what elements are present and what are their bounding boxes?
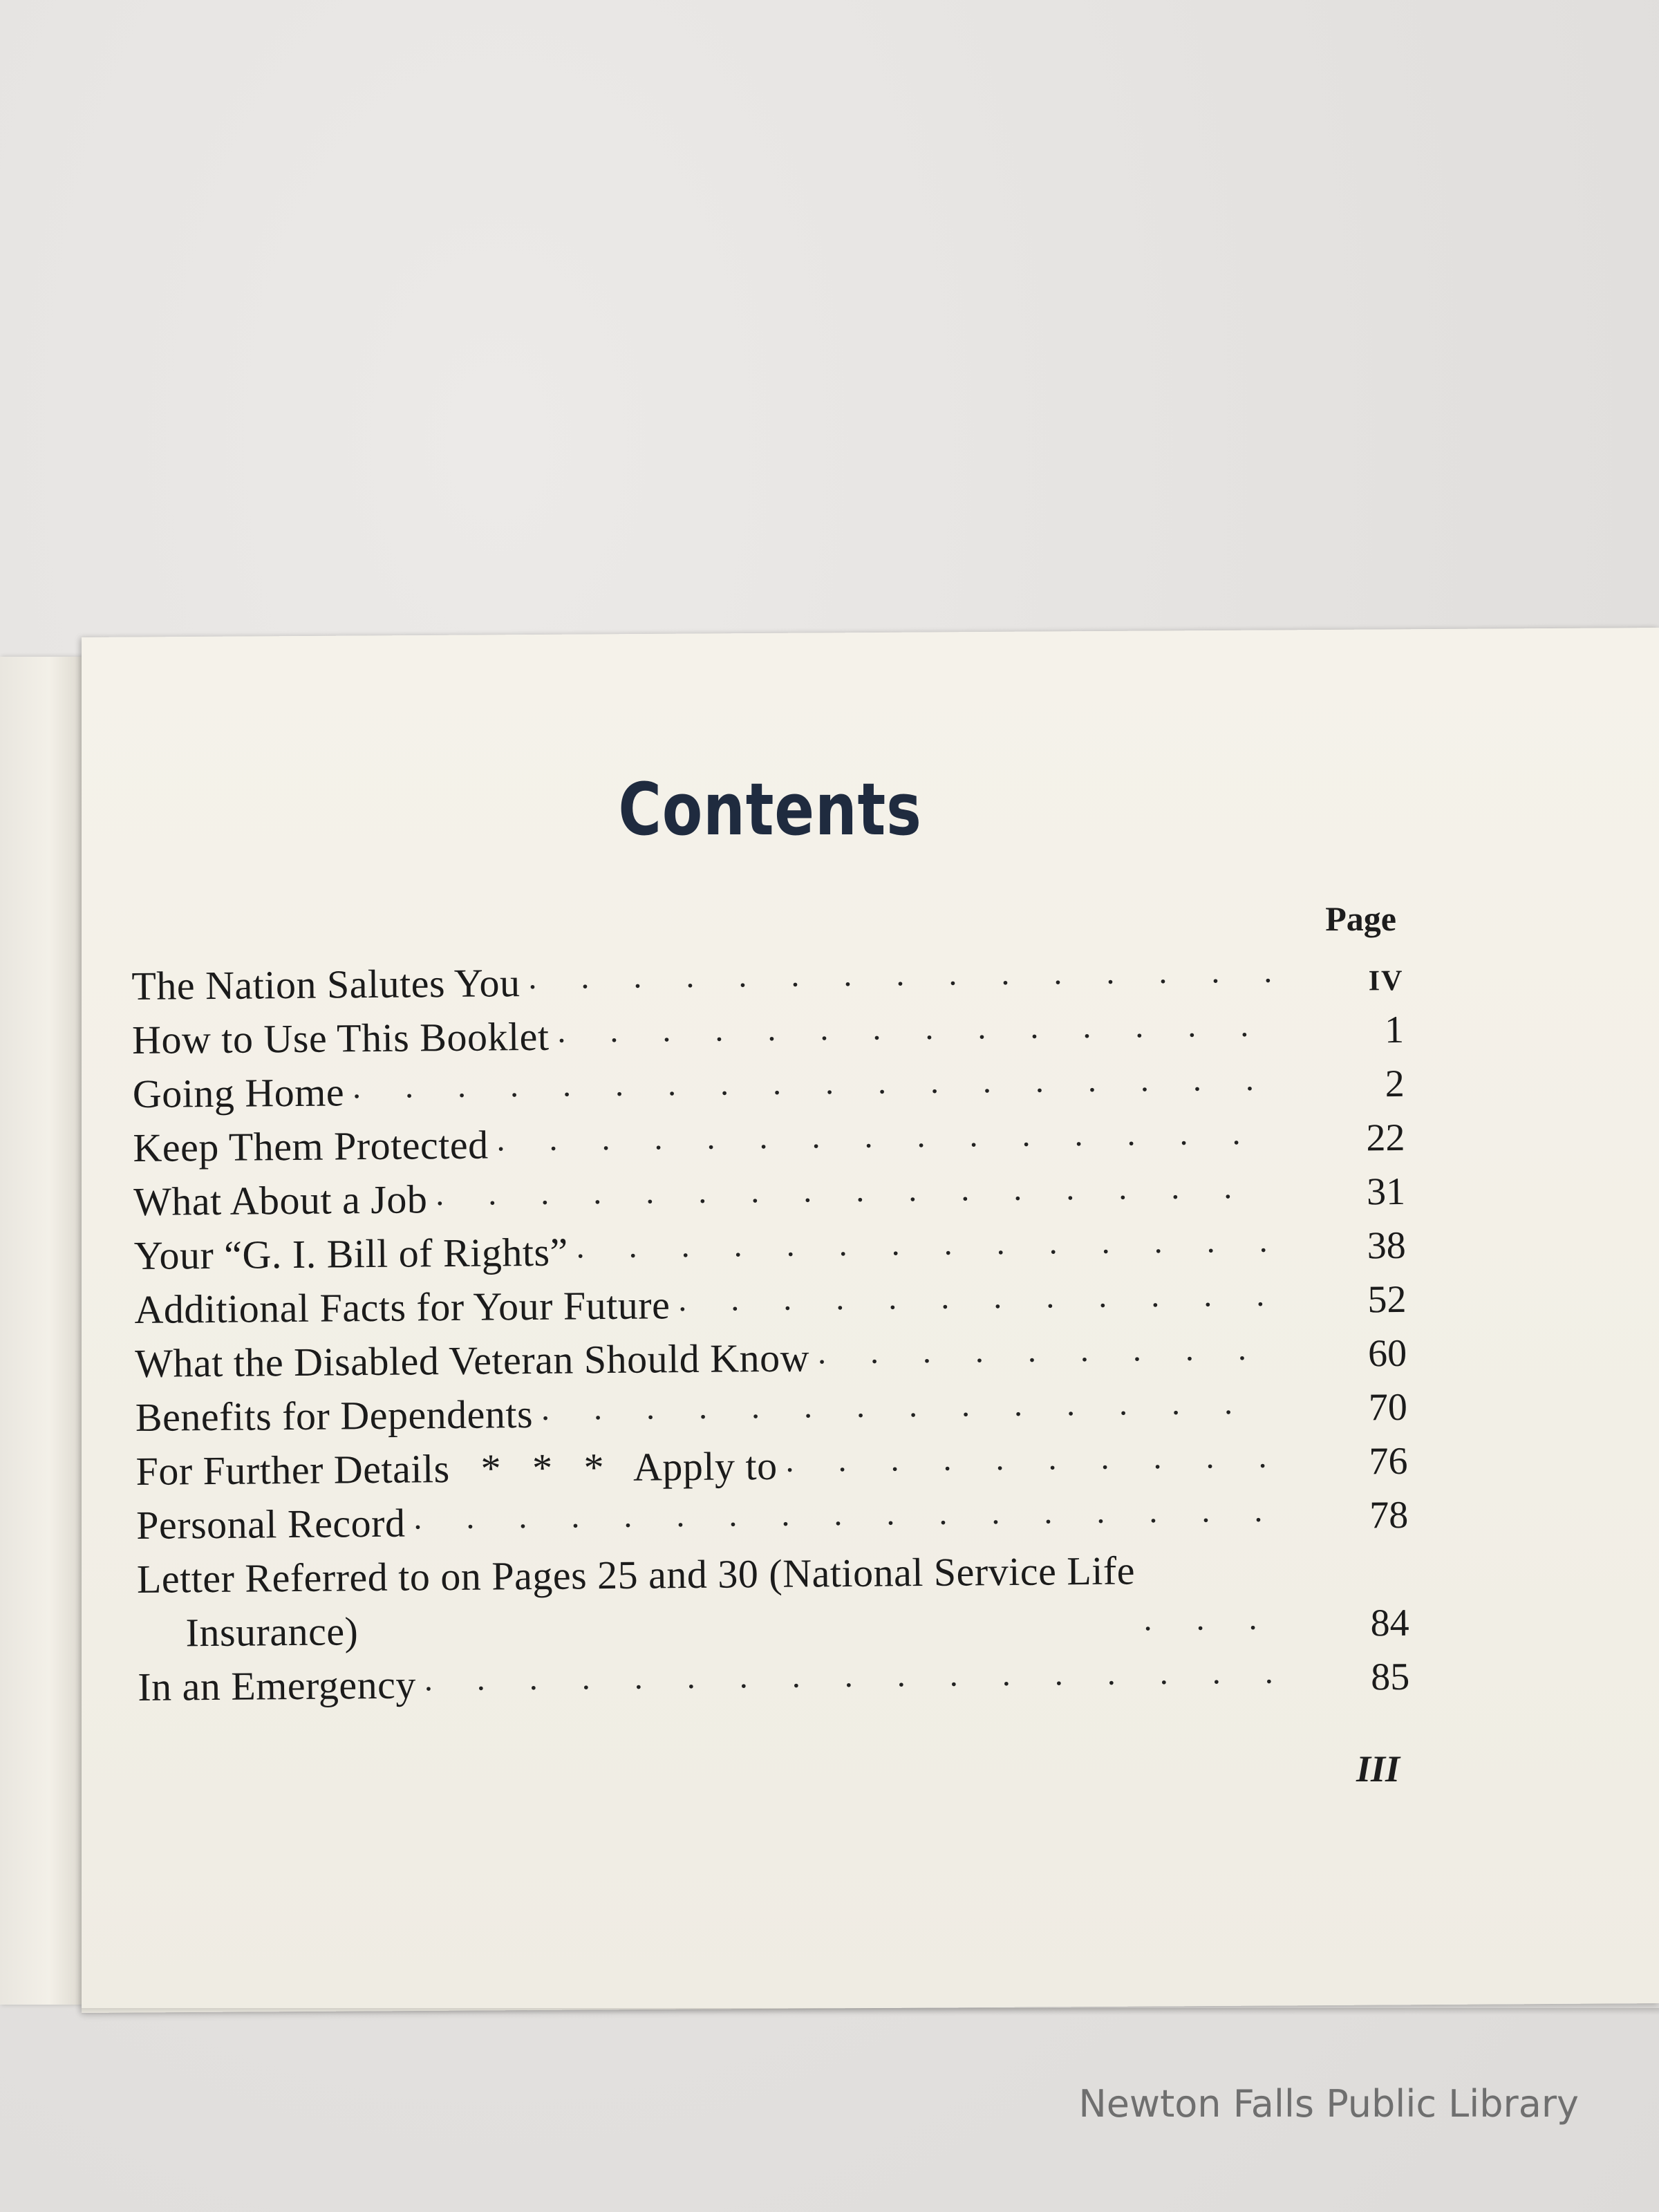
toc-entry-page: 38 [1367,1224,1407,1268]
toc-entry-title: Your “G. I. Bill of Rights” [133,1229,569,1278]
dot-leader [496,1117,1273,1165]
toc-entry-page: IV [1368,964,1404,997]
toc-entry-page: 78 [1369,1493,1409,1537]
dot-leader [413,1494,1277,1544]
dot-leader [678,1279,1275,1326]
toc-entry-page: 60 [1367,1331,1407,1376]
toc-entry-title: Benefits for Dependents [135,1391,534,1440]
library-watermark: Newton Falls Public Library [1078,2082,1579,2126]
toc-entry-title: Personal Record [135,1500,406,1548]
toc-entry[interactable] [136,1535,1409,1656]
left-page-edge [0,657,90,2005]
toc-entry-page: 76 [1369,1439,1408,1483]
toc-entry-title-line2: Insurance) [185,1609,359,1656]
dot-leader [424,1656,1279,1705]
page-bottom-shadow [82,2008,1659,2015]
dot-leader [528,955,1272,1003]
toc-entry-title: How to Use This Booklet [131,1013,550,1062]
toc-entry-title: What About a Job [133,1177,428,1224]
toc-entry-title [136,1548,1144,1656]
toc-entry-title: What the Disabled Veteran Should Know [134,1335,810,1386]
toc-entry-title: Going Home [132,1069,345,1116]
toc-entry-page: 84 [1370,1601,1409,1645]
toc-entry-page: 70 [1368,1385,1408,1430]
toc-entry[interactable] [138,1642,1410,1707]
dot-leader [541,1387,1276,1434]
page-folio: III [1356,1748,1400,1790]
toc-entry-page: 2 [1385,1062,1405,1106]
toc-entry-title-line1: Letter Referred to on Pages 25 and 30 (National Service Life [136,1548,1136,1602]
dot-leader [557,1009,1273,1057]
dot-leader [1143,1602,1277,1645]
dot-leader [435,1171,1274,1220]
toc-entry-title: Additional Facts for Your Future [134,1282,671,1332]
toc-entry-page: 31 [1366,1170,1406,1214]
toc-entry-title: For Further Details * * * Apply to [135,1443,778,1494]
page-column-header: Page [1325,899,1396,938]
toc-entry-page: 85 [1370,1655,1410,1699]
toc-entry-page: 52 [1367,1277,1407,1322]
dot-leader [785,1441,1276,1486]
table-of-contents [131,941,1409,1707]
dot-leader [576,1225,1275,1273]
toc-entry-title: The Nation Salutes You [131,960,521,1009]
toc-entry-title: Keep Them Protected [133,1122,489,1170]
toc-entry-page: 22 [1366,1116,1405,1160]
page-title: Contents [618,767,922,852]
toc-entry-page: 1 [1384,1008,1405,1052]
toc-entry-title: In an Emergency [137,1662,417,1709]
dot-leader [818,1333,1276,1378]
